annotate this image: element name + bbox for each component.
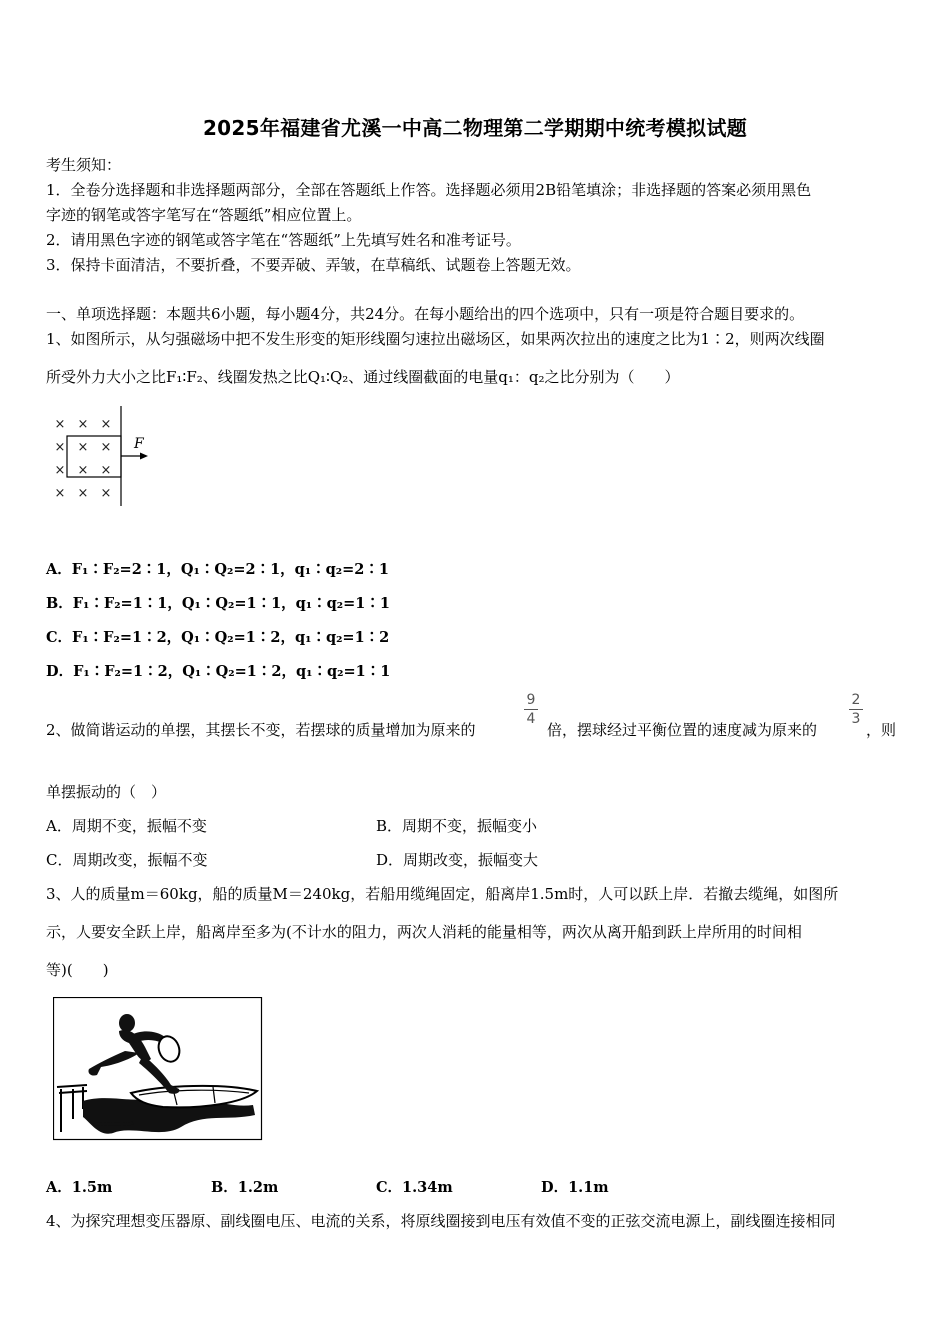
- field-cross: ×: [100, 417, 112, 432]
- fraction-numerator: 9: [526, 692, 536, 708]
- section-heading: 一、单项选择题：本题共6小题，每小题4分，共24分。在每小题给出的四个选项中，只有一项是符合题目要求的。: [46, 305, 805, 323]
- q2-option-b: B．周期不变，振幅变小: [376, 817, 538, 835]
- q3-option-a: A．1.5m: [46, 1179, 113, 1196]
- q3-stem-line3: 等)( ): [46, 961, 109, 979]
- q2-option-d: D．周期改变，振幅变大: [376, 851, 539, 869]
- fraction-denominator: 4: [526, 711, 536, 727]
- field-cross: ×: [77, 417, 89, 432]
- field-cross: ×: [54, 417, 66, 432]
- q2-stem-part2: 倍，摆球经过平衡位置的速度减为原来的: [547, 721, 818, 739]
- q1-option-b: B．F₁∶F₂=1∶1，Q₁∶Q₂=1∶1，q₁∶q₂=1∶1: [46, 595, 390, 612]
- notice-line: 1．全卷分选择题和非选择题两部分，全部在答题纸上作答。选择题必须用2B铅笔填涂；非选择题的答案必须用黑色: [46, 181, 812, 199]
- page-title: 2025年福建省尤溪一中高二物理第二学期期中统考模拟试题: [202, 116, 748, 140]
- force-label: F: [134, 436, 144, 452]
- force-arrow-head: [140, 453, 148, 460]
- q3-option-d: D．1.1m: [541, 1179, 609, 1196]
- q2-option-c: C．周期改变，振幅不变: [46, 851, 208, 869]
- q3-boat-jump-figure: [53, 997, 263, 1141]
- q1-option-d: D．F₁∶F₂=1∶2，Q₁∶Q₂=1∶2，q₁∶q₂=1∶1: [46, 663, 391, 680]
- field-cross: ×: [54, 486, 66, 501]
- q2-stem-part3: ，则: [866, 721, 897, 739]
- coil-rectangle: [67, 436, 121, 477]
- notice-line: 3．保持卡面清洁，不要折叠，不要弄破、弄皱，在草稿纸、试题卷上答题无效。: [46, 256, 581, 274]
- field-cross: ×: [100, 440, 112, 455]
- q1-stem-line2: 所受外力大小之比F₁∶F₂、线圈发热之比Q₁∶Q₂、通过线圈截面的电量q₁：q₂之比分别为（ ）: [46, 368, 680, 386]
- q2-stem-part1: 2、做简谐运动的单摆，其摆长不变，若摆球的质量增加为原来的: [46, 721, 476, 739]
- q1-option-a: A．F₁∶F₂=2∶1，Q₁∶Q₂=2∶1，q₁∶q₂=2∶1: [46, 561, 389, 578]
- q3-stem-line1: 3、人的质量m＝60kg，船的质量M＝240kg，若船用缆绳固定，船离岸1.5m时，人可以跃上岸．若撤去缆绳，如图所: [46, 885, 839, 903]
- field-cross: ×: [77, 463, 89, 478]
- fraction-numerator: 2: [851, 692, 861, 708]
- q2-stem-line2: 单摆振动的（ ）: [46, 783, 167, 801]
- q3-option-c: C．1.34m: [376, 1179, 453, 1196]
- q2-option-a: A．周期不变，振幅不变: [46, 817, 207, 835]
- notice-line: 字迹的钢笔或答字笔写在“答题纸”相应位置上。: [46, 206, 362, 224]
- field-cross: ×: [100, 463, 112, 478]
- field-cross: ×: [77, 486, 89, 501]
- q2-fraction-mass: [524, 692, 538, 727]
- q3-option-b: B．1.2m: [211, 1179, 279, 1196]
- notice-line: 2．请用黑色字迹的钢笔或答字笔在“答题纸”上先填写姓名和准考证号。: [46, 231, 521, 249]
- q1-option-c: C．F₁∶F₂=1∶2，Q₁∶Q₂=1∶2，q₁∶q₂=1∶2: [46, 629, 390, 646]
- field-cross: ×: [54, 440, 66, 455]
- q2-fraction-speed: [849, 692, 863, 727]
- field-cross: ×: [100, 486, 112, 501]
- notice-heading: 考生须知：: [46, 156, 122, 174]
- fraction-denominator: 3: [851, 711, 861, 727]
- q4-stem-line1: 4、为探究理想变压器原、副线圈电压、电流的关系，将原线圈接到电压有效值不变的正弦交流电源上，副线圈连接相同: [46, 1212, 836, 1230]
- q1-magnetic-field-figure: [48, 404, 158, 508]
- field-cross: ×: [54, 463, 66, 478]
- field-cross: ×: [77, 440, 89, 455]
- q1-stem-line1: 1、如图所示，从匀强磁场中把不发生形变的矩形线圈匀速拉出磁场区，如果两次拉出的速度之比为1∶2，则两次线圈: [46, 330, 825, 348]
- q3-stem-line2: 示，人要安全跃上岸，船离岸至多为(不计水的阻力，两次人消耗的能量相等，两次从离开船到跃上岸所用的时间相: [46, 923, 802, 941]
